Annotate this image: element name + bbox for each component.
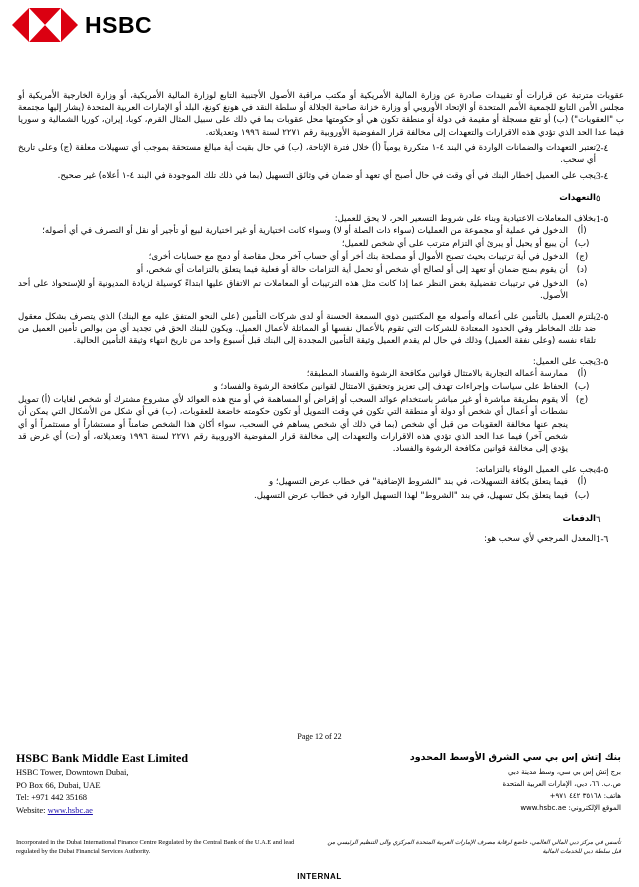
address-line: PO Box 66, Dubai, UAE bbox=[16, 779, 101, 790]
hsbc-logo bbox=[12, 8, 152, 42]
clause-6-1 bbox=[18, 533, 624, 545]
clause-text: المعدل المرجعي لأي سحب هو: bbox=[484, 534, 596, 545]
section-number: ٥ bbox=[596, 193, 601, 204]
list-item: (أ) الدخول في عملية أو مجموعة من العمليات (سواء ذات الصلة أو لا) وسواء كانت اختيارية أو غير اختيارية لبيع أو تأجير أو نقل أو التصرف في أي أصوله؛ bbox=[42, 225, 587, 236]
website-line-ar: الموقع الإلكتروني: www.hsbc.ae bbox=[520, 804, 621, 812]
clause-number: 3-٤ bbox=[596, 171, 609, 182]
section-5-heading bbox=[18, 192, 624, 204]
clause-number: 4-٥ bbox=[596, 465, 609, 476]
list-item: (أ) فيما يتعلق بكافة التسهيلات، في بند "الشروط الإضافية" في خطاب عرض التسهيل؛ و bbox=[268, 477, 587, 488]
hsbc-hexagon-icon bbox=[12, 8, 78, 42]
clause-text: يجب على العميل: bbox=[532, 356, 596, 367]
list-item: (ج) ألا يقوم بطريقة مباشرة أو غير مباشر باستخدام عوائد السحب أو إقراض أو المساهمة في أو منح هذه العوائد لأي مشروع مشترك أو شخص لغايات (أ) تمويل نشطات أو أعمال أي شخص أو دولة أو منطقة التي تكون في وقت التمويل أو تكون حكومته خاضعة للعقوبات، (ب) في أي شكل من الأشكال التي يمكن أن ينجم عنها مخالفة العقوبات من قبل أي شخص (بما في ذلك أي شخص يساهم في السحب، سواء أكان هذا الشخص ضامناً أو مستشاراً أو مستثمراً أو أي شخص آخر) فيما عدا الحد الذي تؤدي هذه الاقرارات والتعهدات إلى مخالفة قرار المفوضية الاوروبية رقم ٢٢٧١ لسنة ١٩٩٦ وتعديلاته، أو (ت) أي غرض قد يؤدي إلى مخالفة قوانين مكافحة الرشوة والفساد. bbox=[18, 395, 589, 455]
list-item: (ب) فيما يتعلق بكل تسهيل، في بند "الشروط" لهذا التسهيل الوارد في خطاب عرض التسهيل. bbox=[254, 490, 590, 501]
clause-5-3 bbox=[18, 356, 624, 457]
footer-arabic bbox=[321, 750, 621, 814]
address-line-ar: برج إتش إس بي سي، وسط مدينة دبي bbox=[508, 768, 621, 776]
clause-number: 2-٥ bbox=[596, 312, 609, 323]
phone-line: Tel: +971 442 35168 bbox=[16, 792, 88, 802]
list-item: (ب) أن يبيع أو يحيل أو يبرئ أي التزام مترتب على أي شخص للعميل؛ bbox=[341, 239, 590, 250]
address-line-ar: ص.ب. ٦٦، دبي، الإمارات العربية المتحدة bbox=[502, 780, 621, 788]
section-6-heading bbox=[18, 513, 624, 525]
clause-number: 3-٥ bbox=[596, 356, 609, 367]
list-item: (ه) الدخول في ترتيبات تفضيلية بغض النظر عما إذا كانت مثل هذه الترتيبات أو المعاملات تم الاتفاق عليها ابتداءً كوسيلة لزيادة المديونية أو للإستحواذ على أحد الأصول. bbox=[18, 278, 588, 301]
clause-number: 2-٤ bbox=[596, 142, 609, 153]
list-item: (أ) ممارسة أعماله التجارية بالامتثال قوانين مكافحة الرشوة والفساد المطبقة؛ bbox=[306, 368, 587, 379]
company-name-en: HSBC Bank Middle East Limited bbox=[16, 751, 189, 765]
logo-wordmark: HSBC bbox=[85, 11, 153, 38]
website-line: Website: www.hsbc.ae bbox=[16, 804, 93, 815]
document-body bbox=[18, 90, 624, 549]
clause-text: تعتبر التعهدات والضمانات الواردة في البند ٤-١ متكررة يومياً (أ) خلال فترة الإتاحة، (ب) في حال بقيت أية مبالغ مستحقة بموجب أي تسهيلات معلقة (ج) وعلى تاريخ أي سحب. bbox=[18, 142, 596, 166]
clause-number: 1-٥ bbox=[596, 213, 609, 224]
clause-text: يلتزم العميل بالتأمين على أعماله وأصوله مع المكتتبين ذوي السمعة الحسنة أو لدى شركات التأمين (على النحو المتفق عليه مع البنك) الذي يتصرف بشكل معقول ضد تلك المخاطر وفي الحدود المعتادة للشركات التي تقوم بالأعمال نفسها أو المماثلة لأعمال العميل. ويكون للبنك الحق في تجديد أي من بوالص تأمين العميل من تلقاء نفسه (وعلى نفقة العميل) وذلك في حال لم يقدم العميل وثيقة التأمين المجددة إلى البنك قبل أسبوع واحد من تاريخ انتهاء وثيقة التأمين الحالية. bbox=[18, 312, 596, 347]
clause-number: 1-٦ bbox=[596, 534, 609, 545]
regulatory-text-ar: تأسس في مركز دبي المالي العالمي، خاضع لرقابة مصرف الإمارات العربية المتحدة المركزي والى التنظيم الرئيسي من قبل سلطة دبي للخدمات المالية bbox=[327, 839, 621, 855]
regulatory-text-en: Incorporated in the Dubai International Finance Centre Regulated by the Central Bank of the U.A.E and lead regulated by the Dubai Financial Services Authority. bbox=[16, 839, 295, 855]
list-item: (ب) الحفاظ على سياسات وإجراءات تهدف إلى تعزيز وتحقيق الامتثال لقوانين مكافحة الرشوة والفساد؛ و bbox=[213, 382, 590, 393]
clause-4-2 bbox=[18, 142, 624, 166]
clause-5-2 bbox=[18, 311, 624, 348]
clause-5-4 bbox=[18, 464, 624, 503]
phone-line-ar: هاتف: ٣٥١٦٨ ٤٤٢ ٩٧١+ bbox=[549, 792, 621, 800]
section-title: الدفعات bbox=[562, 513, 596, 524]
list-item: (ج) الدخول في أية ترتيبات بحيث تصبح الأموال أو مصلحة بنك أخر أو أي حساب آخر محل مقاصة أو دمج مع حسابات أخرى؛ bbox=[148, 252, 589, 263]
website-link[interactable]: www.hsbc.ae bbox=[47, 804, 93, 815]
clause-text: بخلاف المعاملات الاعتيادية وبناء على شروط التسعير الحر، لا يحق للعميل: bbox=[334, 213, 596, 224]
section-number: ٦ bbox=[596, 513, 601, 524]
clause-4-3 bbox=[18, 170, 624, 182]
company-name-ar: بنك إتش إس بي سي الشرق الأوسط المحدود bbox=[409, 752, 621, 763]
section-title: التعهدات bbox=[559, 193, 596, 204]
address-line: HSBC Tower, Downtown Dubai, bbox=[16, 767, 129, 777]
clause-text: يجب على العميل إخطار البنك في أي وقت في حال أصبح أي تعهد أو ضمان في وثائق التسهيل (بما في ذلك تلك الموجودة في البند ٤-١ أعلاه) غير صحيح. bbox=[57, 171, 596, 182]
clause-5-1 bbox=[18, 213, 624, 303]
list-item: (د) أن يقوم بمنح ضمان أو تعهد إلى أو لصالح أي شخص أو تحمل أية التزامات حالة أو فعلية فيما يتعلق بالتزامات أي شخص، أو bbox=[136, 265, 588, 276]
footer-english bbox=[16, 750, 316, 816]
classification-label: INTERNAL bbox=[297, 872, 342, 881]
page-number: Page 12 of 22 bbox=[297, 732, 342, 741]
intro-paragraph: عقوبات مترتبة عن قرارات أو تقييدات صادرة عن وزارة المالية الأمريكية أو مكتب مراقبة الأصول الأجنبية التابع لوزارة المالية الأمريكية، أو وزارة الخارجية الأمريكية أو مجلس الأمن التابع للجمعية الأمم المتحدة أو الإتحاد الأوروبي أو وزارة خزانة صاحبة الجلالة أو سلطة النقد في هونغ كونغ، البلد أو الإمارات العربية المتحدة (يشار إليها مجتمعة ب "العقوبات") (ب) أو تقع مسجلة أو مقيمة في دولة أو منطقة تكون هي أو حكومتها محل عقوبات بما في ذلك على سبيل المثال القرم، كوبا، إيران، كوريا الشمالية و سوريا فيما عدا الحد الذي تؤدي هذه الاقرارات والتعهدات إلى مخالفة قرار المفوضية الأوروبية رقم ٢٢٧١ لسنة ١٩٩٦ وتعديلاته. bbox=[18, 91, 624, 138]
clause-text: يجب على العميل الوفاء بالتزاماته: bbox=[475, 465, 596, 476]
